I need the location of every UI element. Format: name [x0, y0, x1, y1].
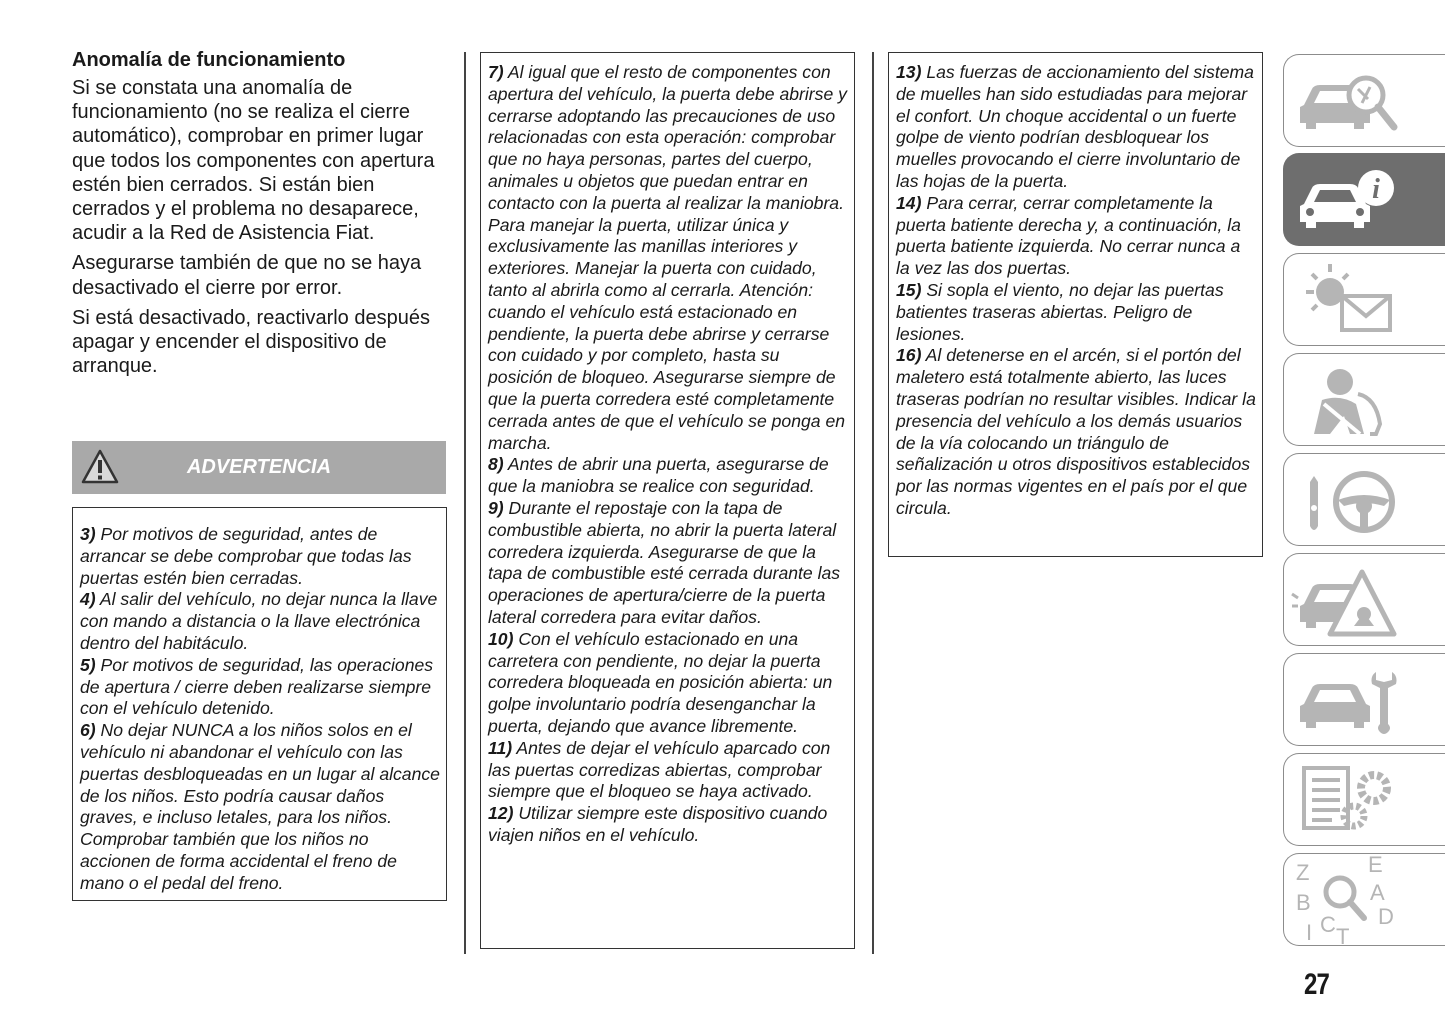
note-item: 8) Antes de abrir una puerta, asegurarse de que la maniobra se realice con seguridad.	[488, 454, 829, 497]
tab-lights-messages[interactable]	[1283, 253, 1445, 346]
note-item: 12) Utilizar siempre este dispositivo cuando viajen niños en el vehículo.	[488, 803, 828, 845]
note-item: 7) Al igual que el resto de componentes con apertura del vehículo, la puerta debe abrirse y cerrarse adoptando las precauciones de uso relacionadas con esta operación: comprobar que no haya personas, partes del cuerpo, animales u objetos que puedan entrar en contacto con la puerta al realizar la maniobra. Para manejar la puerta, utilizar única y exclusivamente las manillas interiores y exteriores. Manejar la puerta con cuidado, tanto al abrirla como al cerrarla. Atención: cuando el vehículo está estacionado en pendiente, la puerta debe abrirse y cerrarse con cuidado y por completo, hasta su posición de bloqueo. Asegurarse siempre de que la puerta corredera esté completamente cerrada antes de que el vehículo se ponga en marcha.	[488, 62, 847, 453]
airbag-person-icon	[1284, 354, 1445, 447]
main-text-column	[72, 48, 450, 384]
notes-box-1	[72, 507, 447, 901]
tab-safety[interactable]	[1283, 353, 1445, 446]
note-item: 13) Las fuerzas de accionamiento del sistema de muelles han sido estudiadas para mejorar el confort. Un choque accidental o un fuerte golpe de viento podrían desbloquear los muelles provocando el cierre involuntario de las hojas de la puerta.	[896, 62, 1254, 191]
index-letter-a: A	[1370, 880, 1385, 905]
tab-car-info[interactable]	[1283, 153, 1445, 246]
note-item: 3) Por motivos de seguridad, antes de arrancar se debe comprobar que todas las puertas estén bien cerradas.	[80, 524, 412, 588]
note-item: 15) Si sopla el viento, no dejar las puertas batientes traseras abiertas. Peligro de lesiones.	[896, 279, 1224, 344]
tab-technical-data[interactable]	[1283, 753, 1445, 846]
tab-starting-driving[interactable]	[1283, 453, 1445, 546]
note-item: 11) Antes de dejar el vehículo aparcado con las puertas corredizas abiertas, comprobar siempre que el bloqueo se haya activado.	[488, 737, 831, 802]
note-item: 16) Al detenerse en el arcén, si el portón del maletero está totalmente abierto, las luces traseras podrían no resultar visibles. Indicar la presencia del vehículo a los demás usuarios de la vía colocando un triángulo de señalización u otros dispositivos establecidos por las normas vigentes en el país por el que circula.	[896, 345, 1256, 518]
tab-car-search[interactable]	[1283, 54, 1445, 147]
specs-gear-icon	[1284, 754, 1445, 847]
note-item: 14) Para cerrar, cerrar completamente la puerta batiente derecha y, a continuación, la puerta batiente izquierda. No cerrar nunca a la vez las dos puertas.	[896, 192, 1241, 279]
paragraph-2: Asegurarse también de que no se haya desactivado el cierre por error.	[72, 252, 422, 299]
note-item: 4) Al salir del vehículo, no dejar nunca la llave con mando a distancia o la llave electrónica dentro del habitáculo.	[80, 589, 438, 653]
notes-box-3	[888, 52, 1263, 557]
key-steering-wheel-icon	[1284, 454, 1445, 547]
car-info-icon	[1284, 154, 1445, 247]
warning-title: ADVERTENCIA	[186, 456, 332, 478]
car-search-icon	[1284, 55, 1445, 148]
svg-text:i: i	[1372, 174, 1380, 205]
note-item: 10) Con el vehículo estacionado en una carretera con pendiente, no dejar la puerta corredera bloqueada en posición abierta: un golpe involuntario podría desenganchar la puerta, dejando que avance libremente.	[488, 628, 833, 736]
index-letter-t: T	[1336, 924, 1350, 947]
column-divider	[872, 52, 874, 954]
tab-index[interactable]	[1283, 853, 1445, 946]
page-number: 27	[1304, 968, 1330, 1001]
car-wrench-icon	[1284, 654, 1445, 747]
note-item: 9) Durante el repostaje con la tapa de combustible abierta, no abrir la puerta lateral corredera izquierda. Asegurarse de que la tapa de combustible esté cerrada durante las operaciones de apertura/cierre de la puerta lateral corredera para evitar daños.	[488, 497, 841, 627]
index-letter-d: D	[1378, 904, 1394, 929]
index-letter-z: Z	[1296, 860, 1310, 885]
note-item: 6) No dejar NUNCA a los niños solos en el vehículo ni abandonar el vehículo con las puertas desbloqueadas en un lugar al alcance de los niños. Esto podría causar daños graves, e incluso letales, para los niños. Comprobar también que los niños no accionen de forma accidental el freno de mano o el pedal del freno.	[80, 720, 440, 893]
note-item: 5) Por motivos de seguridad, las operaciones de apertura / cierre deben realizarse siempre con el vehículo detenido.	[80, 654, 434, 719]
warning-header	[72, 441, 446, 494]
index-letter-e: E	[1368, 854, 1383, 877]
column-divider	[464, 52, 466, 954]
index-letter-b: B	[1296, 890, 1311, 915]
paragraph-3: Si está desactivado, reactivarlo después apagar y encender el dispositivo de arranque.	[72, 306, 430, 378]
car-warning-icon	[1284, 554, 1445, 647]
tab-emergency[interactable]	[1283, 553, 1445, 646]
notes-box-2	[480, 52, 855, 949]
alphabet-index-icon	[1284, 854, 1445, 947]
tab-maintenance[interactable]	[1283, 653, 1445, 746]
paragraph-1: Si se constata una anomalía de funcionamiento (no se realiza el cierre automático), comprobar en primer lugar que todos los componentes con apertura estén bien cerrados. Si están bien cerrados y el problema no desaparece, acudir a la Red de Asistencia Fiat.	[72, 77, 435, 245]
section-heading: Anomalía de funcionamiento	[72, 49, 346, 71]
index-letter-c: C	[1320, 912, 1336, 937]
index-letter-i: I	[1306, 920, 1313, 945]
light-message-icon	[1284, 254, 1445, 347]
